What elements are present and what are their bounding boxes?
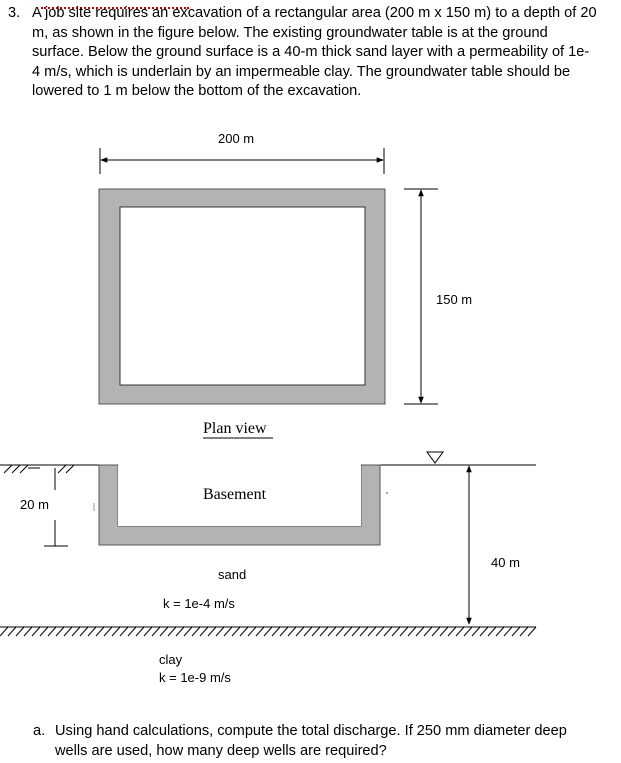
- clay-hatch-mark: [0, 627, 8, 636]
- clay-hatch-mark: [288, 627, 296, 636]
- clay-hatch-mark: [24, 627, 32, 636]
- clay-hatch-mark: [232, 627, 240, 636]
- clay-hatch-mark: [496, 627, 504, 636]
- clay-hatch-mark: [184, 627, 192, 636]
- clay-hatch-mark: [192, 627, 200, 636]
- clay-hatch-mark: [200, 627, 208, 636]
- clay-hatch-mark: [248, 627, 256, 636]
- question-a-text: Using hand calculations, compute the total discharge. If 250 mm diameter deep wells are used, how many deep wells are required?: [55, 723, 567, 759]
- clay-hatch-mark: [272, 627, 280, 636]
- clay-hatch-mark: [48, 627, 56, 636]
- sand-label: sand: [218, 567, 247, 582]
- problem-text: A job site requires an excavation of a rectangular area (200 m x 150 m) to a depth of 20 m, as shown in the figure below. The existing groundwater table is at the ground surface. Below the ground surface is a 40-m thick sand layer with a permeability of 1e-4 m/s, which is underlain by an impermeable clay. The groundwater table should be lowered to 1 m below the bottom of the excavation.: [32, 5, 597, 99]
- clay-hatch-mark: [336, 627, 344, 636]
- water-table-symbol: [427, 452, 443, 463]
- clay-hatch-mark: [80, 627, 88, 636]
- clay-hatch-mark: [360, 627, 368, 636]
- clay-hatch-mark: [416, 627, 424, 636]
- clay-hatch-mark: [432, 627, 440, 636]
- clay-hatch-mark: [256, 627, 264, 636]
- clay-hatch-mark: [280, 627, 288, 636]
- clay-permeability-label: k = 1e-9 m/s: [159, 670, 231, 685]
- plan-width-dimension: [404, 189, 438, 404]
- clay-hatch-mark: [520, 627, 528, 636]
- clay-hatch-mark: [160, 627, 168, 636]
- clay-hatch-mark: [480, 627, 488, 636]
- clay-hatch-mark: [344, 627, 352, 636]
- clay-hatch-mark: [408, 627, 416, 636]
- clay-hatch-mark: [504, 627, 512, 636]
- clay-hatch-mark: [440, 627, 448, 636]
- sand-permeability-label: k = 1e-4 m/s: [163, 596, 235, 611]
- clay-hatch: [0, 627, 536, 636]
- clay-hatch-mark: [168, 627, 176, 636]
- clay-hatch-mark: [176, 627, 184, 636]
- clay-hatch-mark: [208, 627, 216, 636]
- clay-hatch-mark: [464, 627, 472, 636]
- clay-hatch-mark: [152, 627, 160, 636]
- clay-hatch-mark: [400, 627, 408, 636]
- plan-view-caption: Plan view: [203, 420, 267, 437]
- clay-hatch-mark: [144, 627, 152, 636]
- depth-label: 20 m: [20, 497, 49, 512]
- clay-hatch-mark: [120, 627, 128, 636]
- clay-hatch-mark: [368, 627, 376, 636]
- clay-hatch-mark: [104, 627, 112, 636]
- clay-hatch-mark: [64, 627, 72, 636]
- clay-hatch-mark: [16, 627, 24, 636]
- clay-hatch-mark: [296, 627, 304, 636]
- clay-hatch-mark: [448, 627, 456, 636]
- basement-label: Basement: [203, 486, 267, 503]
- clay-hatch-mark: [384, 627, 392, 636]
- thickness-label: 40 m: [491, 555, 520, 570]
- clay-hatch-mark: [128, 627, 136, 636]
- clay-hatch-mark: [224, 627, 232, 636]
- clay-hatch-mark: [352, 627, 360, 636]
- ground-hatch-left: [4, 465, 74, 490]
- clay-hatch-mark: [96, 627, 104, 636]
- clay-hatch-mark: [264, 627, 272, 636]
- clay-hatch-mark: [72, 627, 80, 636]
- clay-hatch-mark: [240, 627, 248, 636]
- clay-hatch-mark: [56, 627, 64, 636]
- clay-hatch-mark: [32, 627, 40, 636]
- clay-hatch-mark: [328, 627, 336, 636]
- clay-hatch-mark: [88, 627, 96, 636]
- clay-hatch-mark: [456, 627, 464, 636]
- clay-hatch-mark: [472, 627, 480, 636]
- clay-hatch-mark: [312, 627, 320, 636]
- clay-hatch-mark: [112, 627, 120, 636]
- clay-hatch-mark: [512, 627, 520, 636]
- depth-dimension: [44, 520, 68, 546]
- clay-hatch-mark: [304, 627, 312, 636]
- plan-length-dimension: [100, 148, 384, 174]
- plan-view-rectangle: [99, 189, 385, 404]
- plan-width-label: 150 m: [436, 292, 473, 307]
- problem-number: 3.: [8, 5, 21, 21]
- clay-hatch-mark: [216, 627, 224, 636]
- clay-hatch-mark: [488, 627, 496, 636]
- clay-hatch-mark: [40, 627, 48, 636]
- question-a-label: a.: [33, 723, 46, 739]
- excavation-section: [94, 465, 388, 545]
- clay-hatch-mark: [392, 627, 400, 636]
- clay-hatch-mark: [8, 627, 16, 636]
- clay-hatch-mark: [320, 627, 328, 636]
- clay-hatch-mark: [424, 627, 432, 636]
- clay-hatch-mark: [376, 627, 384, 636]
- plan-length-label: 200 m: [218, 131, 255, 146]
- clay-hatch-mark: [136, 627, 144, 636]
- clay-label: clay: [159, 652, 183, 667]
- clay-hatch-mark: [528, 627, 536, 636]
